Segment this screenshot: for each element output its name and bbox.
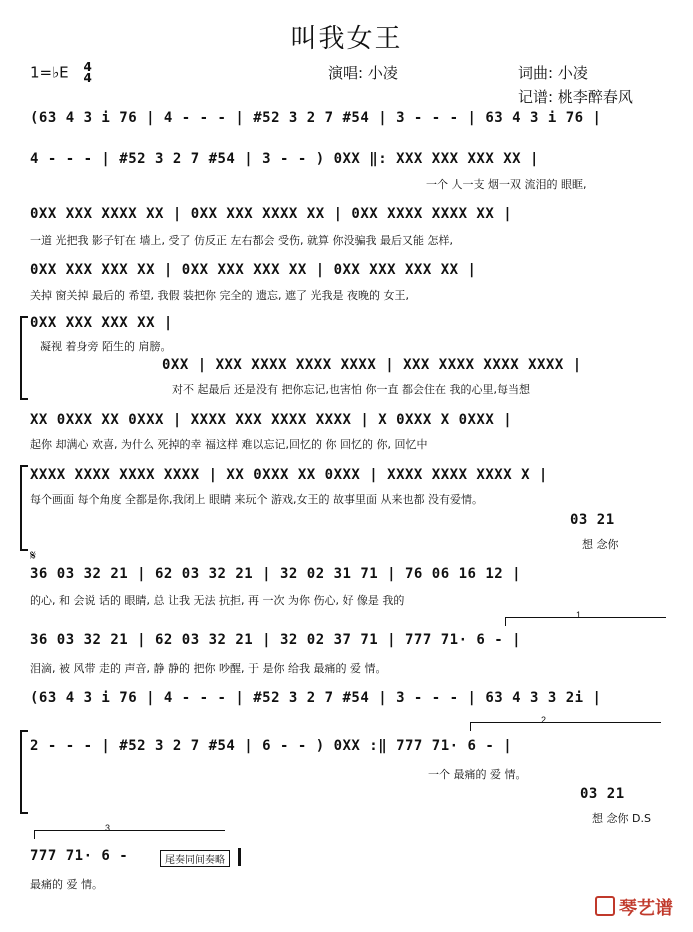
system-bracket-2 [20,465,28,551]
logo-text: 琴艺谱 [619,898,673,919]
notation-line-3: 0XX XXX XXXX XX | 0XX XXX XXXX XX | 0XX XXXX XXXX XX | [30,206,513,222]
site-logo [595,894,673,920]
notation-line-2: 4 - - - | #52 3 2 7 #54 | 3 - - ) 0XX ‖: XXX XXX XXX XX | [30,151,539,167]
notation-line-9: 03 21 [570,512,615,528]
ending-2-bracket [470,715,661,731]
lyric-line-9: 想 念你 [582,538,619,551]
ending-2-number: 2 [541,715,547,725]
ending-3-bracket [34,823,225,839]
system-bracket-3 [20,730,28,814]
transcriber-credit: 记谱: 桃李醉春风 [518,88,633,106]
notation-line-15: 777 71· 6 - [30,848,129,864]
time-signature [83,62,91,84]
time-bottom: 4 [83,71,92,85]
lyric-line-10: 的心, 和 会说 话的 眼睛, 总 让我 无法 抗拒, 再 一次 为你 伤心, 好 像是 我的 [30,594,405,607]
composer-credit: 词曲: 小凌 [518,64,588,82]
notation-line-7: XX 0XXX XX 0XXX | XXXX XXX XXXX XXXX | X 0XXX X 0XXX | [30,412,513,428]
notation-line-13: 2 - - - | #52 3 2 7 #54 | 6 - - ) 0XX :‖ 777 71· 6 - | [30,738,513,754]
final-barline [238,848,241,866]
lyric-line-8: 每个画面 每个角度 全都是你,我闭上 眼睛 来玩个 游戏,女王的 故事里面 从来也都 没有爱情。 [30,493,483,506]
logo-icon [595,896,615,916]
notation-line-5: 0XX XXX XXX XX | [30,315,173,331]
notation-line-8: XXXX XXXX XXXX XXXX | XX 0XXX XX 0XXX | XXXX XXXX XXXX X | [30,467,548,483]
lyric-line-11: 泪滴, 被 风带 走的 声音, 静 静的 把你 吵醒, 于 是你 给我 最痛的 爱 情。 [30,662,387,675]
segno-mark: 𝄋 [30,547,37,563]
lyric-line-3: 一道 光把我 影子钉在 墙上, 受了 仿反正 左右都会 受伤, 就算 你没骗我 最后又能 怎样, [30,234,453,247]
lyric-line-2: 一个 人一支 烟一双 流泪的 眼眶, [426,178,587,191]
notation-line-10: 36 03 32 21 | 62 03 32 21 | 32 02 31 71 | 76 06 16 12 | [30,566,522,582]
time-top: 4 [83,60,92,74]
ending-1-number: 1 [576,610,582,620]
system-bracket-1 [20,316,28,400]
tail-note: 尾奏同间奏略 [160,850,230,867]
ending-3-number: 3 [105,823,111,833]
lyric-line-14: 想 念你 D.S [592,812,651,825]
singer-credit: 演唱: 小凌 [328,64,398,82]
notation-line-11: 36 03 32 21 | 62 03 32 21 | 32 02 37 71 | 777 71· 6 - | [30,632,522,648]
notation-line-1: (63 4 3 i 76 | 4 - - - | #52 3 2 7 #54 | 3 - - - | 63 4 3 i 76 | [30,110,602,126]
key-signature [30,62,92,84]
notation-line-14: 03 21 [580,786,625,802]
notation-line-4: 0XX XXX XXX XX | 0XX XXX XXX XX | 0XX XXX XXX XX | [30,262,477,278]
ending-1-bracket [505,610,666,626]
lyric-line-6: 对不 起最后 还是没有 把你忘记,也害怕 你一直 都会住在 我的心里,每当想 [172,383,530,396]
lyric-line-13: 一个 最痛的 爱 情。 [428,768,527,781]
lyric-line-5: 凝视 着身旁 陌生的 肩膀。 [40,340,172,353]
lyric-line-15: 最痛的 爱 情。 [30,878,103,891]
key-label: 1=♭E [30,63,69,82]
lyric-line-4: 关掉 窗关掉 最后的 希望, 我假 装把你 完全的 遗忘, 遮了 光我是 夜晚的 女王, [30,289,409,302]
notation-line-6: 0XX | XXX XXXX XXXX XXXX | XXX XXXX XXXX XXXX | [162,357,582,373]
lyric-line-7: 起你 却满心 欢喜, 为什么 死掉的幸 福这样 难以忘记,回忆的 你 回忆的 你, 回忆中 [30,438,428,451]
song-title: 叫我女王 [290,24,403,54]
notation-line-12: (63 4 3 i 76 | 4 - - - | #52 3 2 7 #54 | 3 - - - | 63 4 3 3 2i | [30,690,602,706]
